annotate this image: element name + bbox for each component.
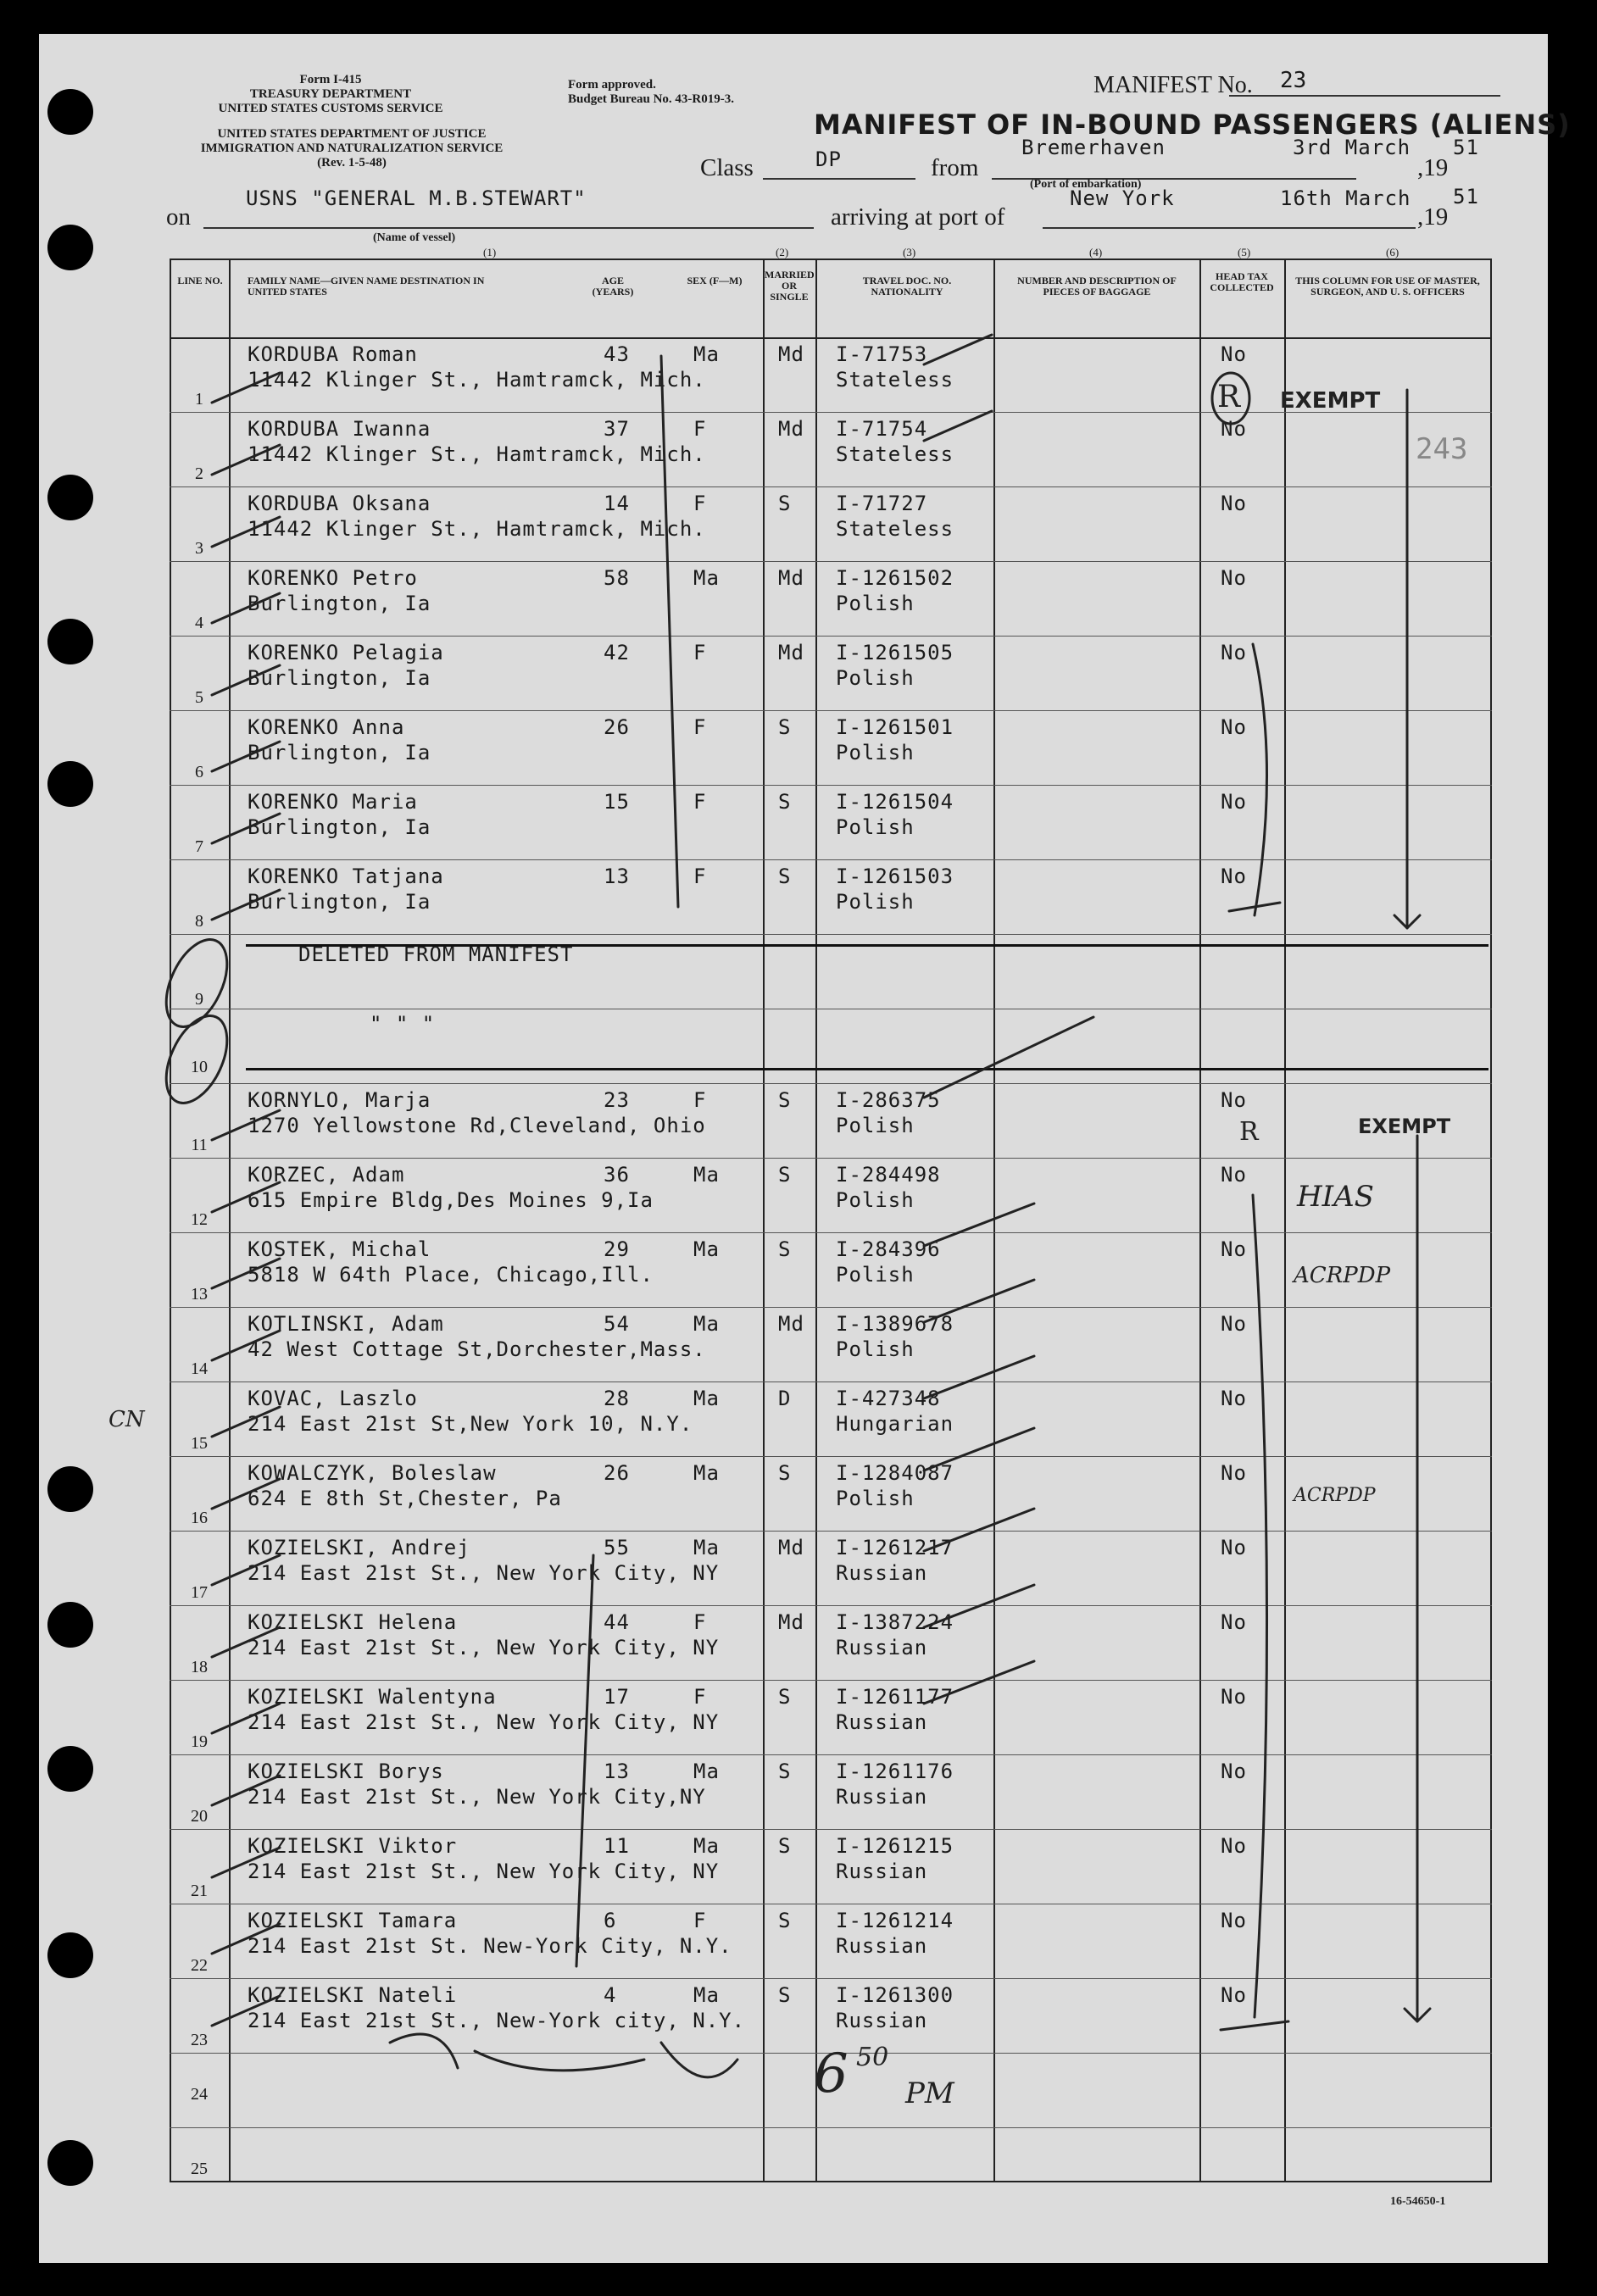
line-number: 7 xyxy=(195,837,203,856)
stroke xyxy=(212,1182,280,1212)
passenger-nationality: Russian xyxy=(836,1561,928,1585)
stroke xyxy=(212,517,280,547)
passenger-marital-status: Md xyxy=(778,1312,804,1336)
embarkation-caption: (Port of embarkation) xyxy=(1030,178,1142,191)
passenger-nationality: Polish xyxy=(836,741,915,764)
arriving-label: arriving at port of xyxy=(831,203,1005,231)
passenger-age: 11 xyxy=(604,1834,630,1858)
line-number: 18 xyxy=(191,1658,208,1676)
travel-doc-number: I-1261217 xyxy=(836,1536,954,1559)
passenger-name: KORENKO Petro xyxy=(248,566,418,590)
passenger-marital-status: S xyxy=(778,715,792,739)
passenger-name: KOZIELSKI Helena xyxy=(248,1610,458,1634)
passenger-age: 23 xyxy=(604,1088,630,1112)
passenger-destination: 42 West Cottage St,Dorchester,Mass. xyxy=(248,1337,706,1361)
passenger-age: 26 xyxy=(604,1461,630,1485)
head-tax-status: No xyxy=(1221,342,1247,366)
passenger-nationality: Russian xyxy=(836,1934,928,1958)
col-header-baggage: NUMBER AND DESCRIPTION OF PIECES OF BAGGAGE xyxy=(1017,275,1177,297)
travel-doc-number: I-1261502 xyxy=(836,566,954,590)
travel-doc-number: I-1261505 xyxy=(836,641,954,664)
class-label: Class xyxy=(700,154,754,181)
passenger-destination: Burlington, Ia xyxy=(248,741,431,764)
stroke xyxy=(212,1555,280,1585)
passenger-nationality: Polish xyxy=(836,592,915,615)
passenger-marital-status: Md xyxy=(778,566,804,590)
passenger-name: KOZIELSKI Nateli xyxy=(248,1983,458,2007)
passenger-sex: Ma xyxy=(693,1760,720,1783)
passenger-destination: Burlington, Ia xyxy=(248,815,431,839)
exempt-stamp-2: EXEMPT xyxy=(1358,1115,1451,1138)
passenger-age: 58 xyxy=(604,566,630,590)
passenger-marital-status: Md xyxy=(778,1610,804,1634)
head-tax-status: No xyxy=(1221,1685,1247,1709)
passenger-destination: 11442 Klinger St., Hamtramck, Mich. xyxy=(248,442,706,466)
passenger-nationality: Russian xyxy=(836,1636,928,1659)
travel-doc-number: I-1261503 xyxy=(836,864,954,888)
passenger-name: KORDUBA Roman xyxy=(248,342,418,366)
passenger-name: KOZIELSKI Borys xyxy=(248,1760,444,1783)
stroke xyxy=(212,593,280,623)
stroke xyxy=(212,1848,280,1877)
ins-service: IMMIGRATION AND NATURALIZATION SERVICE xyxy=(200,142,504,155)
col-header-travel-doc: TRAVEL DOC. NO. NATIONALITY xyxy=(862,275,952,297)
travel-doc-number: I-1261504 xyxy=(836,790,954,814)
passenger-age: 6 xyxy=(604,1909,617,1932)
passenger-nationality: Polish xyxy=(836,890,915,914)
passenger-destination: 615 Empire Bldg,Des Moines 9,Ia xyxy=(248,1188,654,1212)
head-tax-status: No xyxy=(1221,1163,1247,1187)
travel-doc-number: I-1261176 xyxy=(836,1760,954,1783)
line-number: 5 xyxy=(195,688,203,707)
head-tax-status: No xyxy=(1221,1760,1247,1783)
stroke xyxy=(212,665,280,695)
passenger-destination: 214 East 21st St. New-York City, N.Y. xyxy=(248,1934,732,1958)
from-label: from xyxy=(931,154,979,181)
passenger-age: 42 xyxy=(604,641,630,664)
head-tax-status: No xyxy=(1221,1834,1247,1858)
passenger-marital-status: Md xyxy=(778,417,804,441)
form-approved-text: Form approved. xyxy=(568,78,656,92)
head-tax-status: No xyxy=(1221,864,1247,888)
line-number: 8 xyxy=(195,912,203,931)
passenger-name: KORDUBA Iwanna xyxy=(248,417,431,441)
passenger-name: KOTLINSKI, Adam xyxy=(248,1312,444,1336)
bottom-note-time: 6 xyxy=(814,2043,849,2105)
passenger-name: KORENKO Pelagia xyxy=(248,641,444,664)
arrival-year: 51 xyxy=(1453,185,1479,208)
passenger-sex: Ma xyxy=(693,1237,720,1261)
passenger-sex: Ma xyxy=(693,1834,720,1858)
passenger-destination: 214 East 21st St,New York 10, N.Y. xyxy=(248,1412,693,1436)
column-number: (1) xyxy=(483,246,497,259)
head-tax-status: No xyxy=(1221,641,1247,664)
passenger-sex: F xyxy=(693,641,707,664)
passenger-destination: 214 East 21st St., New York City, NY xyxy=(248,1636,720,1659)
passenger-sex: Ma xyxy=(693,342,720,366)
passenger-sex: Ma xyxy=(693,1983,720,2007)
passenger-marital-status: S xyxy=(778,1088,792,1112)
year-prefix: ,19 xyxy=(1417,154,1449,181)
col-header-officers: THIS COLUMN FOR USE OF MASTER, SURGEON, AND U. S. OFFICERS xyxy=(1295,275,1480,297)
passenger-nationality: Stateless xyxy=(836,368,954,392)
passenger-sex: Ma xyxy=(693,1163,720,1187)
passenger-age: 55 xyxy=(604,1536,630,1559)
passenger-nationality: Polish xyxy=(836,1188,915,1212)
stroke xyxy=(212,1407,280,1437)
passenger-marital-status: Md xyxy=(778,641,804,664)
stroke xyxy=(212,1259,280,1288)
passenger-sex: F xyxy=(693,1088,707,1112)
r-mark-2: R xyxy=(1239,1117,1259,1147)
line-number: 24 xyxy=(191,2085,208,2104)
bottom-note-minutes: 50 xyxy=(856,2043,889,2072)
line-number: 13 xyxy=(191,1285,208,1304)
head-tax-status: No xyxy=(1221,1088,1247,1112)
passenger-marital-status: D xyxy=(778,1387,792,1410)
acrpdp-note-2: ACRPDP xyxy=(1294,1485,1376,1506)
passenger-marital-status: S xyxy=(778,1909,792,1932)
passenger-nationality: Polish xyxy=(836,815,915,839)
passenger-age: 15 xyxy=(604,790,630,814)
passenger-age: 26 xyxy=(604,715,630,739)
budget-bureau-text: Budget Bureau No. 43-R019-3. xyxy=(568,92,734,106)
column-number: (4) xyxy=(1089,246,1103,259)
column-number: (5) xyxy=(1238,246,1251,259)
passenger-destination: 214 East 21st St., New-York city, N.Y. xyxy=(248,2009,746,2032)
passenger-nationality: Stateless xyxy=(836,442,954,466)
passenger-marital-status: S xyxy=(778,864,792,888)
departure-date: 3rd March xyxy=(1293,136,1411,159)
line-number: 6 xyxy=(195,763,203,781)
travel-doc-number: I-284396 xyxy=(836,1237,941,1261)
manifest-number-label: MANIFEST No. xyxy=(1093,72,1253,98)
passenger-nationality: Russian xyxy=(836,1710,928,1734)
col-header-sex: SEX (F—M) xyxy=(687,275,743,286)
passenger-age: 54 xyxy=(604,1312,630,1336)
treasury-dept: TREASURY DEPARTMENT xyxy=(249,87,412,101)
bottom-note-pm: PM xyxy=(905,2076,954,2110)
travel-doc-number: I-1284087 xyxy=(836,1461,954,1485)
passenger-marital-status: S xyxy=(778,1461,792,1485)
passenger-nationality: Polish xyxy=(836,1337,915,1361)
passenger-name: KOZIELSKI, Andrej xyxy=(248,1536,470,1559)
stroke xyxy=(212,1924,280,1954)
passenger-name: KOZIELSKI Tamara xyxy=(248,1909,458,1932)
passenger-sex: Ma xyxy=(693,1536,720,1559)
passenger-nationality: Russian xyxy=(836,2009,928,2032)
passenger-destination: 11442 Klinger St., Hamtramck, Mich. xyxy=(248,517,706,541)
line-number: 3 xyxy=(195,539,203,558)
head-tax-status: No xyxy=(1221,1610,1247,1634)
deleted-from-manifest: DELETED FROM MANIFEST xyxy=(298,942,574,966)
line-number: 14 xyxy=(191,1359,208,1378)
on-label: on xyxy=(166,203,191,231)
line-number: 1 xyxy=(195,390,203,409)
passenger-age: 14 xyxy=(604,492,630,515)
passenger-marital-status: S xyxy=(778,1760,792,1783)
passenger-age: 36 xyxy=(604,1163,630,1187)
passenger-age: 28 xyxy=(604,1387,630,1410)
travel-doc-number: I-71727 xyxy=(836,492,928,515)
passenger-sex: F xyxy=(693,492,707,515)
head-tax-status: No xyxy=(1221,1461,1247,1485)
passenger-name: KOWALCZYK, Boleslaw xyxy=(248,1461,497,1485)
line-number: 10 xyxy=(191,1058,208,1076)
travel-doc-number: I-71753 xyxy=(836,342,928,366)
passenger-destination: 5818 W 64th Place, Chicago,Ill. xyxy=(248,1263,654,1287)
passenger-name: KOVAC, Laszlo xyxy=(248,1387,418,1410)
column-number: (2) xyxy=(776,246,789,259)
page-title: MANIFEST OF IN-BOUND PASSENGERS (ALIENS) xyxy=(814,108,1571,141)
ditto-marks: " " " xyxy=(370,1012,436,1036)
passenger-marital-status: S xyxy=(778,1983,792,2007)
col-header-married: MARRIED OR SINGLE xyxy=(765,269,815,303)
passenger-age: 13 xyxy=(604,1760,630,1783)
travel-doc-number: I-1261177 xyxy=(836,1685,954,1709)
travel-doc-number: I-71754 xyxy=(836,417,928,441)
margin-note: CN xyxy=(109,1407,145,1432)
passenger-destination: Burlington, Ia xyxy=(248,666,431,690)
travel-doc-number: I-427348 xyxy=(836,1387,941,1410)
passenger-sex: Ma xyxy=(693,1461,720,1485)
passenger-sex: F xyxy=(693,715,707,739)
from-port: Bremerhaven xyxy=(1021,136,1166,159)
line-number: 20 xyxy=(191,1807,208,1826)
col-header-name: FAMILY NAME—GIVEN NAME DESTINATION IN UNITED STATES xyxy=(248,275,485,297)
head-tax-status: No xyxy=(1221,1237,1247,1261)
travel-doc-number: I-1261214 xyxy=(836,1909,954,1932)
line-number: 12 xyxy=(191,1210,208,1229)
stroke xyxy=(212,1704,280,1733)
vessel-caption: (Name of vessel) xyxy=(373,231,456,244)
line-number: 23 xyxy=(191,2031,208,2049)
passenger-nationality: Polish xyxy=(836,1263,915,1287)
passenger-age: 43 xyxy=(604,342,630,366)
passenger-marital-status: Md xyxy=(778,342,804,366)
passenger-nationality: Polish xyxy=(836,1487,915,1510)
passenger-name: KORENKO Tatjana xyxy=(248,864,444,888)
line-number: 15 xyxy=(191,1434,208,1453)
stroke xyxy=(212,1331,280,1360)
travel-doc-number: I-286375 xyxy=(836,1088,941,1112)
passenger-name: KORDUBA Oksana xyxy=(248,492,431,515)
head-tax-status: No xyxy=(1221,566,1247,590)
col-header-line: LINE NO. xyxy=(177,275,223,286)
travel-doc-number: I-1387224 xyxy=(836,1610,954,1634)
column-number: (3) xyxy=(903,246,916,259)
passenger-destination: 624 E 8th St,Chester, Pa xyxy=(248,1487,562,1510)
passenger-marital-status: S xyxy=(778,1834,792,1858)
stroke xyxy=(212,373,280,403)
justice-dept: UNITED STATES DEPARTMENT OF JUSTICE xyxy=(217,127,487,141)
hias-note: HIAS xyxy=(1297,1180,1374,1214)
passenger-marital-status: S xyxy=(778,492,792,515)
arrival-port: New York xyxy=(1070,186,1175,210)
passenger-destination: Burlington, Ia xyxy=(248,592,431,615)
passenger-sex: Ma xyxy=(693,1312,720,1336)
head-tax-status: No xyxy=(1221,715,1247,739)
passenger-name: KORZEC, Adam xyxy=(248,1163,405,1187)
passenger-destination: 1270 Yellowstone Rd,Cleveland, Ohio xyxy=(248,1114,706,1137)
stamp-number: 243 xyxy=(1416,432,1468,466)
stroke xyxy=(212,890,280,920)
acrpdp-note: ACRPDP xyxy=(1294,1263,1391,1288)
stroke xyxy=(212,1996,280,2026)
passenger-sex: F xyxy=(693,1685,707,1709)
passenger-sex: Ma xyxy=(693,1387,720,1410)
class-value: DP xyxy=(815,147,842,171)
stroke xyxy=(212,1110,280,1140)
passenger-name: KORENKO Anna xyxy=(248,715,405,739)
travel-doc-number: I-1261215 xyxy=(836,1834,954,1858)
customs-service: UNITED STATES CUSTOMS SERVICE xyxy=(218,102,443,115)
passenger-nationality: Polish xyxy=(836,1114,915,1137)
passenger-name: KORENKO Maria xyxy=(248,790,418,814)
passenger-age: 37 xyxy=(604,417,630,441)
departure-year: 51 xyxy=(1453,136,1479,159)
head-tax-status: No xyxy=(1221,417,1247,441)
passenger-sex: F xyxy=(693,790,707,814)
passenger-marital-status: S xyxy=(778,1163,792,1187)
passenger-destination: Burlington, Ia xyxy=(248,890,431,914)
head-tax-status: No xyxy=(1221,1387,1247,1410)
col-header-age: AGE (YEARS) xyxy=(592,275,634,297)
passenger-nationality: Stateless xyxy=(836,517,954,541)
vessel-name: USNS "GENERAL M.B.STEWART" xyxy=(246,186,587,210)
column-number: (6) xyxy=(1386,246,1399,259)
passenger-name: KOSTEK, Michal xyxy=(248,1237,431,1261)
passenger-name: KOZIELSKI Walentyna xyxy=(248,1685,497,1709)
line-number: 22 xyxy=(191,1956,208,1975)
passenger-destination: 214 East 21st St., New York City, NY xyxy=(248,1561,720,1585)
passenger-destination: 214 East 21st St., New York City, NY xyxy=(248,1860,720,1883)
travel-doc-number: I-1261300 xyxy=(836,1983,954,2007)
head-tax-status: No xyxy=(1221,1983,1247,2007)
head-tax-status: No xyxy=(1221,492,1247,515)
line-number: 21 xyxy=(191,1882,208,1900)
head-tax-status: No xyxy=(1221,1312,1247,1336)
col-header-head-tax: HEAD TAX COLLECTED xyxy=(1210,270,1274,293)
line-number: 2 xyxy=(195,464,203,483)
line-number: 17 xyxy=(191,1583,208,1602)
head-tax-status: No xyxy=(1221,790,1247,814)
passenger-marital-status: Md xyxy=(778,1536,804,1559)
travel-doc-number: I-1261501 xyxy=(836,715,954,739)
travel-doc-number: I-1389678 xyxy=(836,1312,954,1336)
passenger-age: 13 xyxy=(604,864,630,888)
head-tax-status: No xyxy=(1221,1536,1247,1559)
passenger-sex: F xyxy=(693,417,707,441)
passenger-nationality: Russian xyxy=(836,1860,928,1883)
passenger-name: KOZIELSKI Viktor xyxy=(248,1834,458,1858)
passenger-sex: F xyxy=(693,1610,707,1634)
line-number: 25 xyxy=(191,2160,208,2178)
r-mark: R xyxy=(1217,380,1241,414)
passenger-destination: 11442 Klinger St., Hamtramck, Mich. xyxy=(248,368,706,392)
stroke xyxy=(212,1479,280,1509)
passenger-nationality: Hungarian xyxy=(836,1412,954,1436)
passenger-destination: 214 East 21st St., New York City,NY xyxy=(248,1785,706,1809)
passenger-sex: F xyxy=(693,864,707,888)
footer-code: 16-54650-1 xyxy=(1390,2195,1446,2208)
passenger-age: 4 xyxy=(604,1983,617,2007)
line-number: 4 xyxy=(195,614,203,632)
stroke xyxy=(212,742,280,771)
exempt-stamp: EXEMPT xyxy=(1280,388,1381,414)
form-number: Form I-415 xyxy=(299,73,362,86)
stroke xyxy=(212,1627,280,1657)
stroke xyxy=(212,445,280,475)
passenger-sex: Ma xyxy=(693,566,720,590)
passenger-age: 29 xyxy=(604,1237,630,1261)
passenger-age: 44 xyxy=(604,1610,630,1634)
passenger-age: 17 xyxy=(604,1685,630,1709)
line-number: 16 xyxy=(191,1509,208,1527)
passenger-nationality: Polish xyxy=(836,666,915,690)
line-number: 19 xyxy=(191,1732,208,1751)
passenger-marital-status: S xyxy=(778,790,792,814)
stroke xyxy=(212,814,280,843)
line-number: 11 xyxy=(191,1136,208,1154)
passenger-name: KORNYLO, Marja xyxy=(248,1088,431,1112)
line-number: 9 xyxy=(195,990,203,1009)
arrival-date: 16th March xyxy=(1280,186,1411,210)
passenger-marital-status: S xyxy=(778,1685,792,1709)
head-tax-status: No xyxy=(1221,1909,1247,1932)
passenger-nationality: Russian xyxy=(836,1785,928,1809)
passenger-destination: 214 East 21st St., New York City, NY xyxy=(248,1710,720,1734)
manifest-number: 23 xyxy=(1280,68,1307,93)
passenger-sex: F xyxy=(693,1909,707,1932)
year-prefix-2: ,19 xyxy=(1417,203,1449,231)
form-revision: (Rev. 1-5-48) xyxy=(317,156,387,170)
stroke xyxy=(212,1776,280,1805)
passenger-marital-status: S xyxy=(778,1237,792,1261)
travel-doc-number: I-284498 xyxy=(836,1163,941,1187)
